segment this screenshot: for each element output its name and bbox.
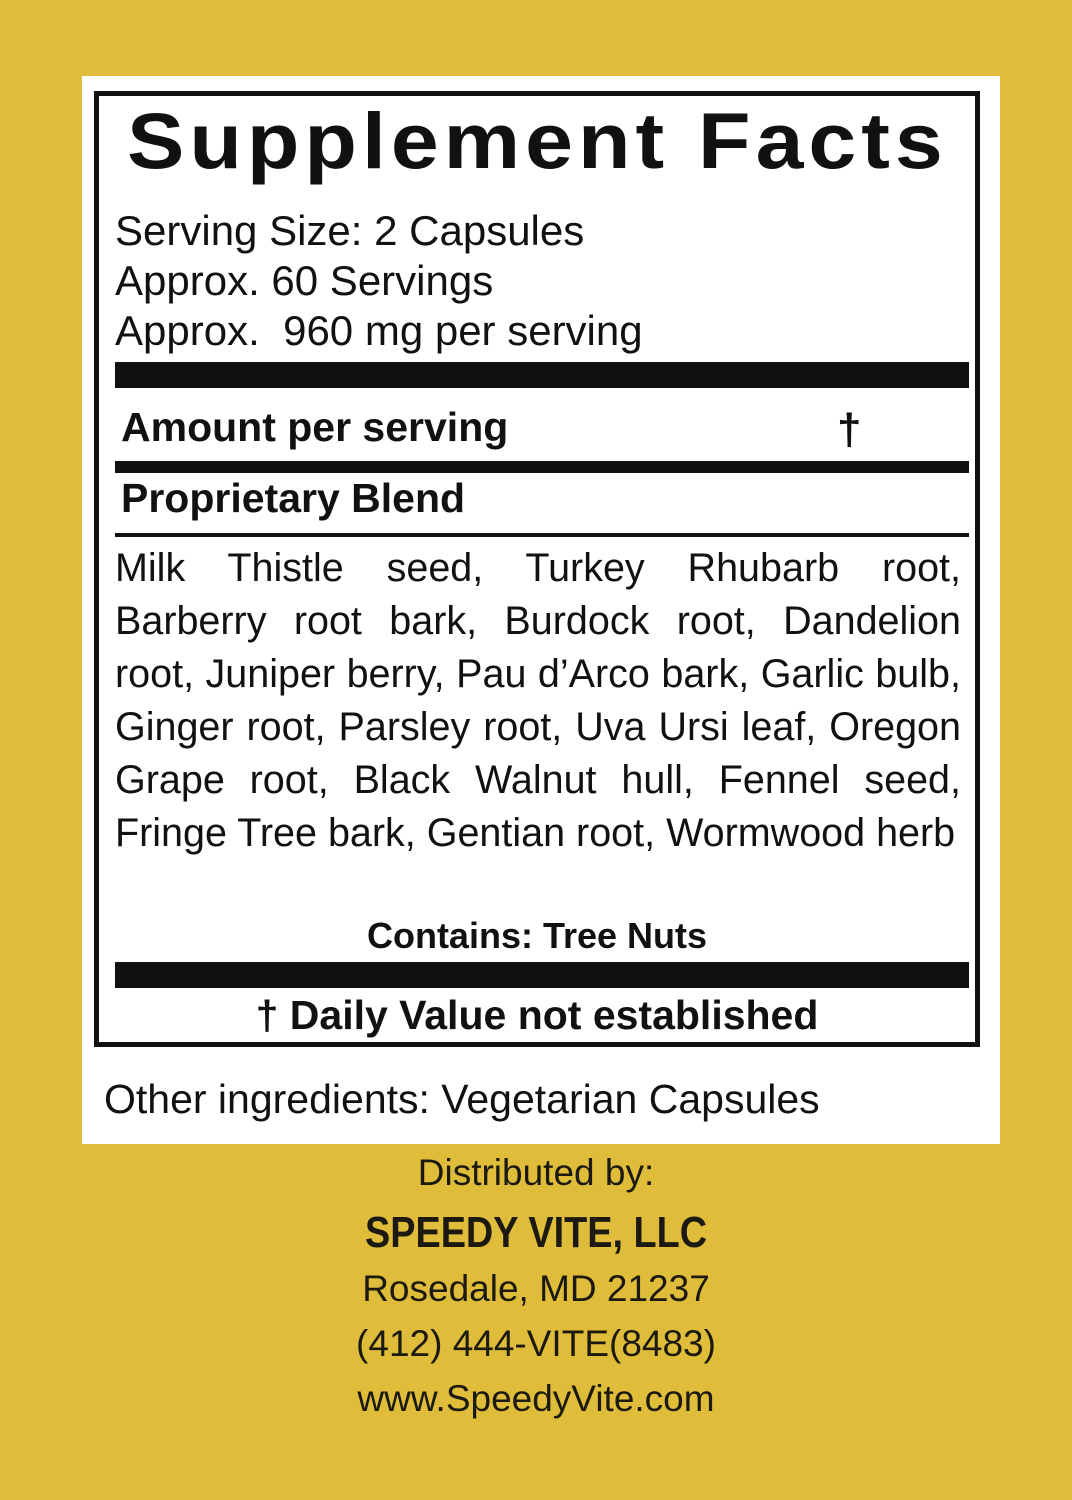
blend-ingredients: Milk Thistle seed, Turkey Rhubarb root, Barberry root bark, Burdock root, Dandelion root, Juniper berry, Pau d’Arco bark, Garlic bulb, Ginger root, Parsley root, Uva Ursi leaf, Oregon Grape root, Black Walnut hull, Fennel seed, Fringe Tree bark, Gentian root, Wormwood herb bbox=[115, 546, 961, 855]
company-name: SPEEDY VITE, LLC bbox=[364, 1208, 708, 1257]
panel-title: Supplement Facts bbox=[127, 97, 948, 186]
mg-per-serving: Approx. 960 mg per serving bbox=[115, 307, 643, 354]
servings-count: Approx. 60 Servings bbox=[115, 257, 494, 304]
serving-info bbox=[115, 206, 643, 356]
supplement-facts-panel bbox=[94, 91, 980, 1047]
amount-per-serving-header: Amount per serving bbox=[121, 404, 509, 450]
serving-size: Serving Size: 2 Capsules bbox=[115, 207, 585, 254]
other-ingredients: Other ingredients: Vegetarian Capsules bbox=[104, 1076, 820, 1122]
dagger-symbol: † bbox=[837, 405, 862, 454]
divider-thick-bottom bbox=[115, 962, 969, 988]
company-phone: (412) 444-VITE(8483) bbox=[356, 1323, 716, 1364]
allergen-statement: Contains: Tree Nuts bbox=[366, 915, 708, 956]
company-address: Rosedale, MD 21237 bbox=[362, 1268, 710, 1309]
label-card bbox=[82, 76, 1000, 1144]
divider-medium bbox=[115, 461, 969, 473]
divider-thick bbox=[115, 362, 969, 388]
proprietary-blend-label: Proprietary Blend bbox=[121, 475, 466, 521]
divider-thin bbox=[115, 533, 969, 537]
distributed-by-label: Distributed by: bbox=[417, 1152, 655, 1193]
company-website: www.SpeedyVite.com bbox=[357, 1378, 715, 1419]
daily-value-note: † Daily Value not established bbox=[255, 992, 819, 1038]
